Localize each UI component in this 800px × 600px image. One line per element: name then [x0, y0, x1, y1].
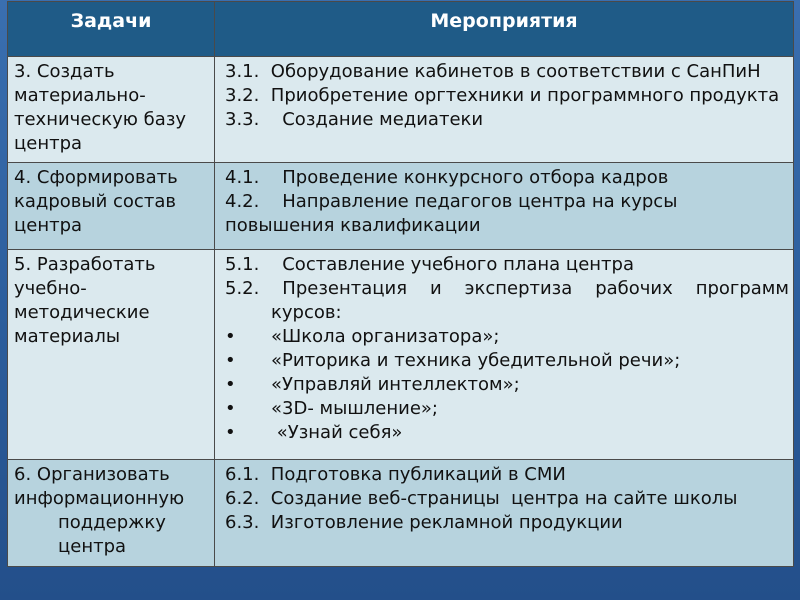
bullet-icon: •	[225, 374, 236, 395]
bullet-item	[225, 325, 789, 349]
task-line: 4. Сформировать	[14, 167, 178, 188]
bullet-item	[225, 397, 789, 421]
activities-cell	[215, 250, 794, 460]
word: программ	[695, 278, 789, 299]
bullet-text: «3D- мышление»;	[271, 398, 439, 419]
task-line: центра	[14, 215, 83, 236]
header-tasks: Задачи	[8, 2, 215, 57]
header-row	[8, 2, 794, 57]
task-line: 3. Создать	[14, 61, 115, 82]
task-cell	[8, 250, 215, 460]
activity-item: 6.2. Создание веб-страницы центра на сайте школы	[225, 488, 738, 509]
activity-item: 6.1. Подготовка публикаций в СМИ	[225, 464, 566, 485]
activities-cell	[215, 163, 794, 250]
table-row	[8, 460, 794, 567]
bullet-text: «Узнай себя»	[271, 422, 403, 443]
header-activities: Мероприятия	[215, 2, 794, 57]
task-line: кадровый состав	[14, 191, 176, 212]
activity-item: 3.1. Оборудование кабинетов в соответствии с СанПиН	[225, 61, 761, 82]
activity-item: 3.2. Приобретение оргтехники и программного продукта	[225, 85, 780, 106]
task-line: центра	[14, 133, 83, 154]
word: 5.2.	[225, 278, 260, 299]
task-line: материалы	[14, 326, 121, 347]
table-row	[8, 57, 794, 163]
activity-continuation: курсов:	[271, 302, 342, 323]
task-line: 6. Организовать	[14, 464, 170, 485]
word: Презентация	[282, 278, 408, 299]
activity-item: 4.2. Направление педагогов центра на курсы	[225, 191, 678, 212]
task-line: техническую базу	[14, 109, 187, 130]
word: рабочих	[595, 278, 673, 299]
tasks-table	[7, 1, 794, 567]
activities-cell	[215, 460, 794, 567]
table-row	[8, 163, 794, 250]
bullet-icon: •	[225, 398, 236, 419]
word: и	[429, 278, 442, 299]
bullet-item	[225, 373, 789, 397]
bullet-item	[225, 349, 789, 373]
task-line: материально-	[14, 85, 146, 106]
task-cell	[8, 460, 215, 567]
bullet-icon: •	[225, 350, 236, 371]
task-line: поддержку	[58, 512, 166, 533]
bullet-text: «Риторика и техника убедительной речи»;	[271, 350, 681, 371]
bullet-icon: •	[225, 326, 236, 347]
task-line: 5. Разработать	[14, 254, 156, 275]
activity-item: 5.1. Составление учебного плана центра	[225, 254, 634, 275]
activity-item: 4.1. Проведение конкурсного отбора кадров	[225, 167, 669, 188]
task-cell	[8, 163, 215, 250]
activity-continuation: повышения квалификации	[225, 215, 481, 236]
bullet-text: «Управляй интеллектом»;	[271, 374, 520, 395]
task-line: методические	[14, 302, 150, 323]
table-row	[8, 250, 794, 460]
activity-item: 3.3. Создание медиатеки	[225, 109, 484, 130]
bullet-item	[225, 421, 789, 445]
word: экспертиза	[464, 278, 573, 299]
bullet-icon: •	[225, 422, 236, 443]
bullet-text: «Школа организатора»;	[271, 326, 500, 347]
activities-cell	[215, 57, 794, 163]
task-line: центра	[58, 536, 127, 557]
task-line: учебно-	[14, 278, 87, 299]
activity-item-justified	[225, 277, 789, 301]
task-cell	[8, 57, 215, 163]
task-line: информационную	[14, 488, 185, 509]
activity-item: 6.3. Изготовление рекламной продукции	[225, 512, 623, 533]
